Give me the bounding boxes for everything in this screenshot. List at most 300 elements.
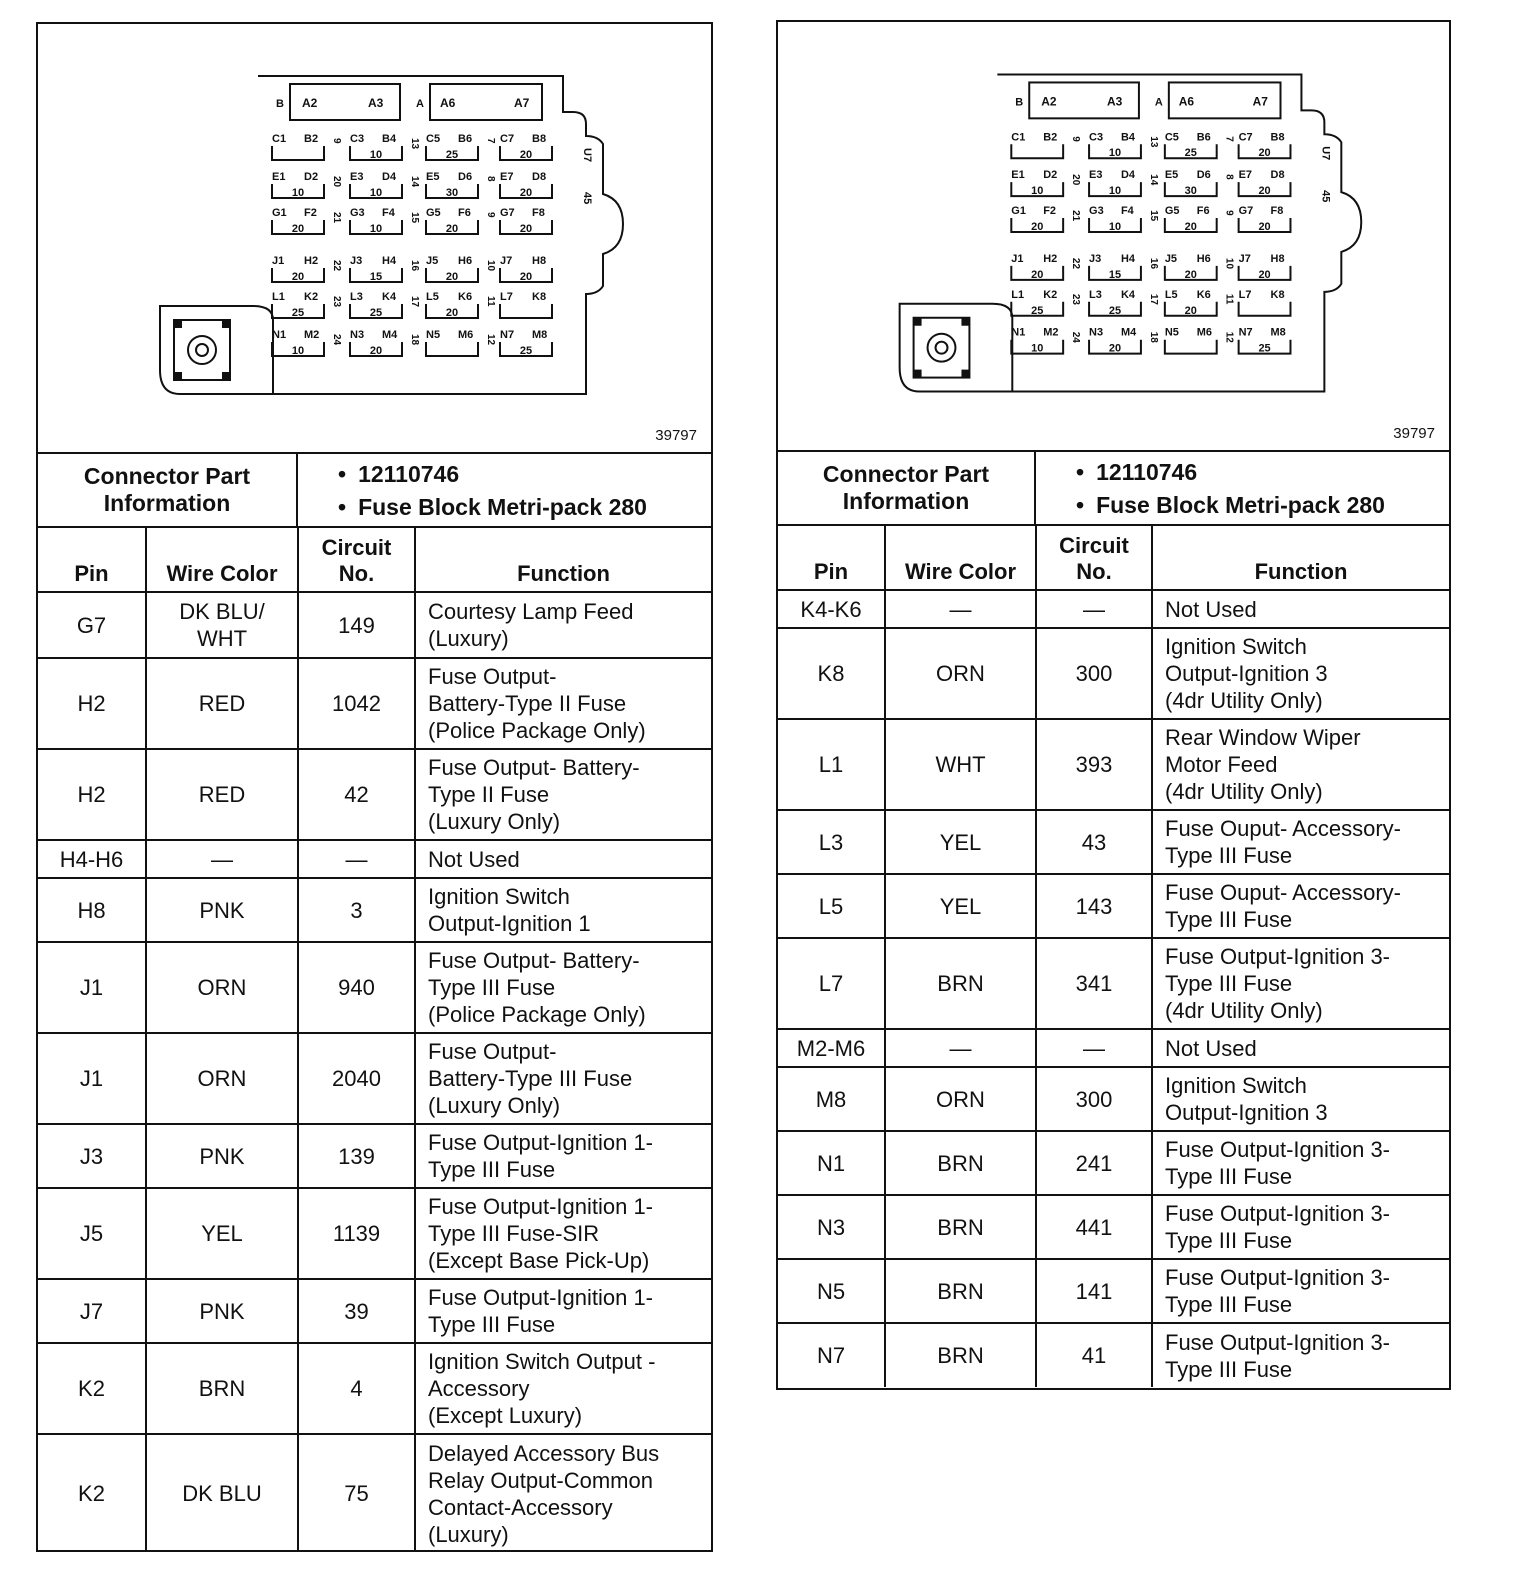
fuse-slot xyxy=(426,342,478,356)
table-row xyxy=(38,1343,711,1434)
label-a6: A6 xyxy=(1178,94,1195,109)
fuse-pin-label: F4 xyxy=(1120,205,1134,218)
fuse-rating: 20 xyxy=(291,223,305,235)
fuse-pin-label: C1 xyxy=(1011,131,1026,144)
fuse-block-drawing xyxy=(38,24,711,452)
fuse-rating: 25 xyxy=(519,345,533,357)
fuse-slot xyxy=(1239,302,1291,316)
fuse-number: 20 xyxy=(1070,174,1082,186)
fuse-pin-label: K2 xyxy=(1043,288,1058,301)
fuse-pin-label: E5 xyxy=(1164,169,1179,182)
fuse-pin-label: L7 xyxy=(500,291,513,303)
pin-cell: L5 xyxy=(778,874,885,938)
wire-color-cell: ORN xyxy=(885,628,1036,719)
fuse-pin-label: B6 xyxy=(1196,131,1211,144)
fuse-pin-label: B8 xyxy=(1270,131,1285,144)
fuse-rating: 20 xyxy=(1031,268,1044,281)
fuse-pin-label: N1 xyxy=(272,329,287,341)
wire-color-cell: ORN xyxy=(146,942,298,1033)
fuse-number: 22 xyxy=(1070,257,1082,270)
fuse-pin-label: M8 xyxy=(532,329,548,341)
header-wire-color: Wire Color xyxy=(146,528,298,592)
fuse-pin-label: G5 xyxy=(426,207,441,219)
fuse-rating: 10 xyxy=(1108,221,1122,234)
fuse-rating: 25 xyxy=(291,307,305,319)
fuse-pin-label: J3 xyxy=(1089,252,1102,265)
function-cell: Fuse Ouput- Accessory- Type III Fuse xyxy=(1152,810,1449,874)
circuit-cell: 2040 xyxy=(298,1033,415,1124)
wire-color-cell: PNK xyxy=(146,1124,298,1188)
wire-color-cell: BRN xyxy=(885,1195,1036,1259)
label-a6: A6 xyxy=(440,96,456,110)
table-body xyxy=(38,592,711,1552)
fuse-rating: 20 xyxy=(445,223,459,235)
header-circuit-line1: Circuit xyxy=(1059,533,1129,558)
pin-cell: M8 xyxy=(778,1067,885,1131)
fuse-pin-label: G5 xyxy=(1164,205,1180,218)
fuse-number: 24 xyxy=(331,334,342,346)
fuse-pin-label: D4 xyxy=(1120,169,1135,182)
circuit-cell: 341 xyxy=(1036,938,1152,1029)
pin-cell: K8 xyxy=(778,628,885,719)
fuse-number: 23 xyxy=(1070,293,1082,305)
wire-color-cell: BRN xyxy=(885,1131,1036,1195)
fuse-slot xyxy=(500,304,552,318)
pin-cell: H2 xyxy=(38,658,146,749)
fuse-number: 17 xyxy=(1147,293,1159,305)
fuse-pin-label: N1 xyxy=(1011,326,1026,339)
function-cell: Fuse Output-Ignition 1- Type III Fuse-SIR (Except Base Pick-Up) xyxy=(415,1188,711,1279)
label-a7: A7 xyxy=(1252,94,1268,109)
circuit-cell: 3 xyxy=(298,878,415,942)
fuse-number: 11 xyxy=(1223,293,1235,305)
fuse-pin-label: G7 xyxy=(1238,205,1254,218)
wire-color-cell: BRN xyxy=(885,938,1036,1029)
fuse-rating: 20 xyxy=(519,187,533,199)
wire-color-cell: ORN xyxy=(885,1067,1036,1131)
pin-cell: K2 xyxy=(38,1343,146,1434)
table-row xyxy=(38,1434,711,1552)
header-circuit-line2: No. xyxy=(1076,559,1112,584)
fuse-number: 10 xyxy=(485,260,496,272)
fuse-block-diagram xyxy=(38,24,711,454)
pin-cell: H8 xyxy=(38,878,146,942)
header-pin: Pin xyxy=(778,526,885,590)
fuse-pin-label: K8 xyxy=(532,291,547,303)
label-a2: A2 xyxy=(1041,94,1057,109)
table-row xyxy=(778,874,1449,938)
fuse-pin-label: L5 xyxy=(426,291,439,303)
header-function: Function xyxy=(1152,526,1449,590)
table-row xyxy=(38,592,711,658)
figure-number: 39797 xyxy=(655,427,697,444)
fuse-rating: 20 xyxy=(1258,147,1271,160)
fuse-pin-label: M8 xyxy=(1270,326,1286,339)
connector-corner xyxy=(174,372,182,380)
wire-color-cell: YEL xyxy=(885,810,1036,874)
fuse-rating: 10 xyxy=(369,149,383,161)
fuse-number: 16 xyxy=(1147,257,1159,270)
fuse-number: 8 xyxy=(485,176,496,182)
fuse-rating: 10 xyxy=(1031,185,1044,198)
fuse-pin-label: E1 xyxy=(1011,169,1025,182)
fuse-pin-label: B2 xyxy=(1043,131,1058,144)
pin-table xyxy=(778,526,1449,1387)
fuse-pin-label: L1 xyxy=(272,291,285,303)
fuse-slot xyxy=(1165,340,1217,354)
fuse-pin-label: F8 xyxy=(532,207,545,219)
label-a2: A2 xyxy=(302,96,318,110)
circuit-cell: 39 xyxy=(298,1279,415,1343)
fuse-number: 21 xyxy=(1070,210,1082,222)
function-cell: Fuse Output-Ignition 3- Type III Fuse xyxy=(1152,1131,1449,1195)
connector-info-values xyxy=(298,454,711,526)
fuse-rating: 10 xyxy=(369,223,383,235)
fuse-pin-label: N7 xyxy=(1238,326,1253,339)
function-cell: Fuse Output-Ignition 1- Type III Fuse xyxy=(415,1279,711,1343)
fuse-rating: 20 xyxy=(1258,221,1271,234)
fuse-pin-label: N7 xyxy=(500,329,515,341)
pin-cell: J3 xyxy=(38,1124,146,1188)
table-header xyxy=(38,528,711,592)
table-row xyxy=(778,1259,1449,1323)
fuse-number: 14 xyxy=(1147,174,1159,186)
label-a3: A3 xyxy=(1107,94,1123,109)
fuse-pin-label: M6 xyxy=(1196,326,1212,339)
fuse-pin-label: H6 xyxy=(458,255,473,267)
circuit-cell: 41 xyxy=(1036,1323,1152,1387)
fuse-pin-label: L3 xyxy=(350,291,363,303)
fuse-pin-label: C5 xyxy=(426,133,441,145)
connector-info xyxy=(778,452,1449,526)
fuse-pin-label: G3 xyxy=(1089,205,1104,218)
pin-cell: N5 xyxy=(778,1259,885,1323)
circuit-cell: 1042 xyxy=(298,658,415,749)
fuse-pin-label: L5 xyxy=(1164,288,1178,301)
fuse-pin-label: F2 xyxy=(304,207,317,219)
function-cell: Delayed Accessory Bus Relay Output-Common Contact-Accessory (Luxury) xyxy=(415,1434,711,1552)
fuse-pin-label: F6 xyxy=(458,207,471,219)
fuse-rating: 10 xyxy=(369,187,383,199)
fuse-rating: 30 xyxy=(1184,185,1197,198)
fuse-rating: 30 xyxy=(445,187,459,199)
circuit-cell: 43 xyxy=(1036,810,1152,874)
fuse-number: 10 xyxy=(1223,257,1235,270)
connector-hole xyxy=(928,334,956,362)
fuse-pin-label: N3 xyxy=(1089,326,1104,339)
connector-inner-hole xyxy=(936,342,948,354)
fuse-number: 18 xyxy=(409,334,420,346)
connector-corner xyxy=(961,370,969,378)
pin-table xyxy=(38,528,711,1552)
circuit-cell: 139 xyxy=(298,1124,415,1188)
fuse-rating: 10 xyxy=(291,345,305,357)
header-circuit-line2: No. xyxy=(338,561,375,586)
fuse-pin-label: B4 xyxy=(1120,131,1135,144)
connector-label-line2: Information xyxy=(103,490,231,516)
fuse-rating: 20 xyxy=(445,307,459,319)
wire-color-cell: BRN xyxy=(885,1259,1036,1323)
fuse-number: 15 xyxy=(1147,210,1159,222)
table-row xyxy=(38,658,711,749)
fuse-pin-label: F6 xyxy=(1196,205,1210,218)
fuse-rating: 20 xyxy=(1258,185,1271,198)
function-cell: Fuse Output-Ignition 3- Type III Fuse xyxy=(1152,1195,1449,1259)
fuse-pin-label: K4 xyxy=(382,291,397,303)
wire-color-cell: YEL xyxy=(146,1188,298,1279)
pin-cell: H4-H6 xyxy=(38,840,146,878)
fuse-number: 22 xyxy=(331,260,342,272)
fuse-rating: 25 xyxy=(1258,342,1271,355)
table-header xyxy=(778,526,1449,590)
table-row xyxy=(38,1124,711,1188)
fuse-pin-label: F4 xyxy=(382,207,395,219)
fuse-pin-label: D6 xyxy=(458,171,473,183)
table-row xyxy=(778,719,1449,810)
header-circuit-line1: Circuit xyxy=(321,535,392,560)
function-cell: Ignition Switch Output-Ignition 3 (4dr Utility Only) xyxy=(1152,628,1449,719)
fuse-pin-label: H2 xyxy=(1043,252,1058,265)
fuse-number: 11 xyxy=(485,296,496,307)
pin-cell: N1 xyxy=(778,1131,885,1195)
fuse-pin-label: H4 xyxy=(1120,252,1135,265)
fuse-pin-label: K2 xyxy=(304,291,319,303)
fuse-pin-label: B2 xyxy=(304,133,319,145)
connector-info-label xyxy=(778,452,1036,524)
fuse-rating: 20 xyxy=(369,345,383,357)
fuse-pin-label: M2 xyxy=(304,329,320,341)
table-row xyxy=(778,1323,1449,1387)
fuse-number: 8 xyxy=(1223,174,1235,180)
circuit-cell: — xyxy=(298,840,415,878)
fuse-pin-label: C7 xyxy=(500,133,515,145)
fuse-pin-label: B8 xyxy=(532,133,547,145)
pin-cell: M2-M6 xyxy=(778,1029,885,1067)
function-cell: Fuse Output-Ignition 3- Type III Fuse (4dr Utility Only) xyxy=(1152,938,1449,1029)
fuse-pin-label: N3 xyxy=(350,329,365,341)
fuse-pin-label: M4 xyxy=(382,329,398,341)
circuit-cell: 940 xyxy=(298,942,415,1033)
connector-corner xyxy=(222,372,230,380)
fuse-pin-label: L3 xyxy=(1089,288,1102,301)
table-row xyxy=(38,840,711,878)
label-a: A xyxy=(1154,96,1163,109)
pin-cell: J1 xyxy=(38,942,146,1033)
table-row xyxy=(778,1195,1449,1259)
circuit-cell: — xyxy=(1036,590,1152,628)
fuse-number: 20 xyxy=(331,176,342,188)
function-cell: Fuse Output-Ignition 3- Type III Fuse xyxy=(1152,1259,1449,1323)
connector-corner xyxy=(914,370,922,378)
fuse-pin-label: E5 xyxy=(426,171,440,183)
header-circuit xyxy=(1036,526,1152,590)
fuse-pin-label: E3 xyxy=(1089,169,1103,182)
function-cell: Fuse Output- Battery-Type III Fuse (Luxury Only) xyxy=(415,1033,711,1124)
fuse-number: 7 xyxy=(485,138,496,144)
connector-label-line1: Connector Part xyxy=(822,461,990,487)
wire-color-cell: WHT xyxy=(885,719,1036,810)
fuse-pin-label: L1 xyxy=(1011,288,1025,301)
fuse-pin-label: D6 xyxy=(1196,169,1211,182)
table-row xyxy=(38,1033,711,1124)
function-cell: Not Used xyxy=(1152,590,1449,628)
fuse-rating: 20 xyxy=(1184,268,1197,281)
function-cell: Not Used xyxy=(415,840,711,878)
wire-color-cell: BRN xyxy=(146,1343,298,1434)
fuse-number: 17 xyxy=(409,296,420,308)
fuse-rating: 20 xyxy=(519,223,533,235)
function-cell: Fuse Output-Ignition 1- Type III Fuse xyxy=(415,1124,711,1188)
connector-label-line2: Information xyxy=(842,488,970,514)
function-cell: Fuse Output-Ignition 3- Type III Fuse xyxy=(1152,1323,1449,1387)
circuit-cell: 4 xyxy=(298,1343,415,1434)
wire-color-cell: YEL xyxy=(885,874,1036,938)
fuse-pin-label: K8 xyxy=(1270,288,1285,301)
fuse-pin-label: L7 xyxy=(1238,288,1252,301)
fuse-pin-label: G1 xyxy=(272,207,287,219)
fuse-pin-label: D2 xyxy=(304,171,319,183)
fuse-number: 7 xyxy=(1223,136,1235,142)
function-cell: Rear Window Wiper Motor Feed (4dr Utility Only) xyxy=(1152,719,1449,810)
fuse-rating: 20 xyxy=(1184,221,1197,234)
fuse-number: 18 xyxy=(1147,331,1159,343)
fuse-number: 23 xyxy=(331,296,342,308)
fuse-pin-label: N5 xyxy=(1164,326,1179,339)
side-label-45: 45 xyxy=(1319,190,1332,203)
table-row xyxy=(778,1131,1449,1195)
fuse-pin-label: H4 xyxy=(382,255,397,267)
connector-hole xyxy=(188,336,216,364)
pin-cell: L3 xyxy=(778,810,885,874)
fuse-pin-label: N5 xyxy=(426,329,441,341)
fuse-rating: 10 xyxy=(1031,342,1044,355)
fuse-pin-label: E1 xyxy=(272,171,286,183)
wire-color-cell: PNK xyxy=(146,1279,298,1343)
fuse-rating: 25 xyxy=(1184,147,1197,160)
fuse-pin-label: D2 xyxy=(1043,169,1058,182)
function-cell: Not Used xyxy=(1152,1029,1449,1067)
part-description: • Fuse Block Metri-pack 280 xyxy=(1076,489,1449,522)
table-row xyxy=(778,1029,1449,1067)
fuse-pin-label: F2 xyxy=(1043,205,1057,218)
circuit-cell: — xyxy=(1036,1029,1152,1067)
label-b: B xyxy=(276,98,284,110)
wire-color-cell: PNK xyxy=(146,878,298,942)
fuse-rating: 15 xyxy=(369,271,383,283)
fuse-number: 9 xyxy=(485,212,496,218)
fuse-pin-label: H6 xyxy=(1196,252,1211,265)
fuse-pin-label: D8 xyxy=(1270,169,1285,182)
part-number: • 12110746 xyxy=(338,458,711,491)
fuse-number: 24 xyxy=(1070,331,1082,343)
fuse-rating: 25 xyxy=(369,307,383,319)
fuse-slot xyxy=(272,146,324,160)
fuse-pin-label: J5 xyxy=(1164,252,1178,265)
fuse-pin-label: M4 xyxy=(1120,326,1137,339)
connector-corner xyxy=(222,320,230,328)
fuse-rating: 10 xyxy=(1108,185,1122,198)
side-label-u7: U7 xyxy=(581,148,593,163)
circuit-cell: 143 xyxy=(1036,874,1152,938)
fuse-number: 12 xyxy=(485,334,496,346)
table-row xyxy=(38,878,711,942)
header-circuit xyxy=(298,528,415,592)
wire-color-cell: BRN xyxy=(885,1323,1036,1387)
fuse-pin-label: E7 xyxy=(1238,169,1253,182)
circuit-cell: 75 xyxy=(298,1434,415,1552)
table-row xyxy=(778,1067,1449,1131)
fuse-pin-label: G3 xyxy=(350,207,365,219)
fuse-pin-label: M6 xyxy=(458,329,474,341)
connector-corner xyxy=(914,318,922,326)
fuse-number: 13 xyxy=(1147,136,1159,148)
pin-cell: L7 xyxy=(778,938,885,1029)
fuse-pin-label: K6 xyxy=(1196,288,1211,301)
fuse-pin-label: J1 xyxy=(272,255,285,267)
circuit-cell: 241 xyxy=(1036,1131,1152,1195)
fuse-number: 9 xyxy=(331,138,342,144)
wire-color-cell: — xyxy=(146,840,298,878)
circuit-cell: 441 xyxy=(1036,1195,1152,1259)
table-row xyxy=(38,1188,711,1279)
fuse-pin-label: C3 xyxy=(350,133,365,145)
fuse-pin-label: J5 xyxy=(426,255,439,267)
fuse-rating: 20 xyxy=(1258,268,1271,281)
circuit-cell: 1139 xyxy=(298,1188,415,1279)
fuse-rating: 25 xyxy=(1108,304,1122,317)
header-pin: Pin xyxy=(38,528,146,592)
pin-cell: N3 xyxy=(778,1195,885,1259)
fuse-pin-label: B6 xyxy=(458,133,473,145)
wire-color-cell: — xyxy=(885,590,1036,628)
part-number: • 12110746 xyxy=(1076,456,1449,489)
wire-color-cell: — xyxy=(885,1029,1036,1067)
fuse-number: 13 xyxy=(409,138,420,150)
fuse-pin-label: H2 xyxy=(304,255,319,267)
fuse-rating: 20 xyxy=(519,271,533,283)
connector-info-values xyxy=(1036,452,1449,524)
label-a: A xyxy=(416,98,424,110)
connector-label-line1: Connector Part xyxy=(83,463,251,489)
fuse-pin-label: D8 xyxy=(532,171,547,183)
function-cell: Fuse Output- Battery- Type III Fuse (Police Package Only) xyxy=(415,942,711,1033)
fuse-block-diagram xyxy=(778,22,1449,452)
function-cell: Courtesy Lamp Feed (Luxury) xyxy=(415,592,711,658)
fuse-rating: 10 xyxy=(1108,147,1122,160)
fuse-rating: 25 xyxy=(445,149,459,161)
wire-color-cell: DK BLU/ WHT xyxy=(146,592,298,658)
circuit-cell: 149 xyxy=(298,592,415,658)
table-body xyxy=(778,590,1449,1387)
fuse-number: 16 xyxy=(409,260,420,272)
pin-cell: H2 xyxy=(38,749,146,840)
fuse-number: 21 xyxy=(331,212,342,224)
figure-number: 39797 xyxy=(1393,425,1435,442)
fuse-rating: 20 xyxy=(445,271,459,283)
fuse-pin-label: K4 xyxy=(1120,288,1135,301)
fuse-number: 12 xyxy=(1223,331,1235,343)
fuse-rating: 20 xyxy=(1108,342,1122,355)
fuse-number: 9 xyxy=(1070,136,1082,142)
fuse-pin-label: E3 xyxy=(350,171,364,183)
right-panel xyxy=(776,20,1451,1390)
fuse-slot xyxy=(1011,144,1063,158)
table-row xyxy=(778,590,1449,628)
connector-inner-hole xyxy=(196,344,208,356)
pin-cell: K2 xyxy=(38,1434,146,1552)
fuse-rating: 25 xyxy=(1031,304,1044,317)
pin-cell: J1 xyxy=(38,1033,146,1124)
